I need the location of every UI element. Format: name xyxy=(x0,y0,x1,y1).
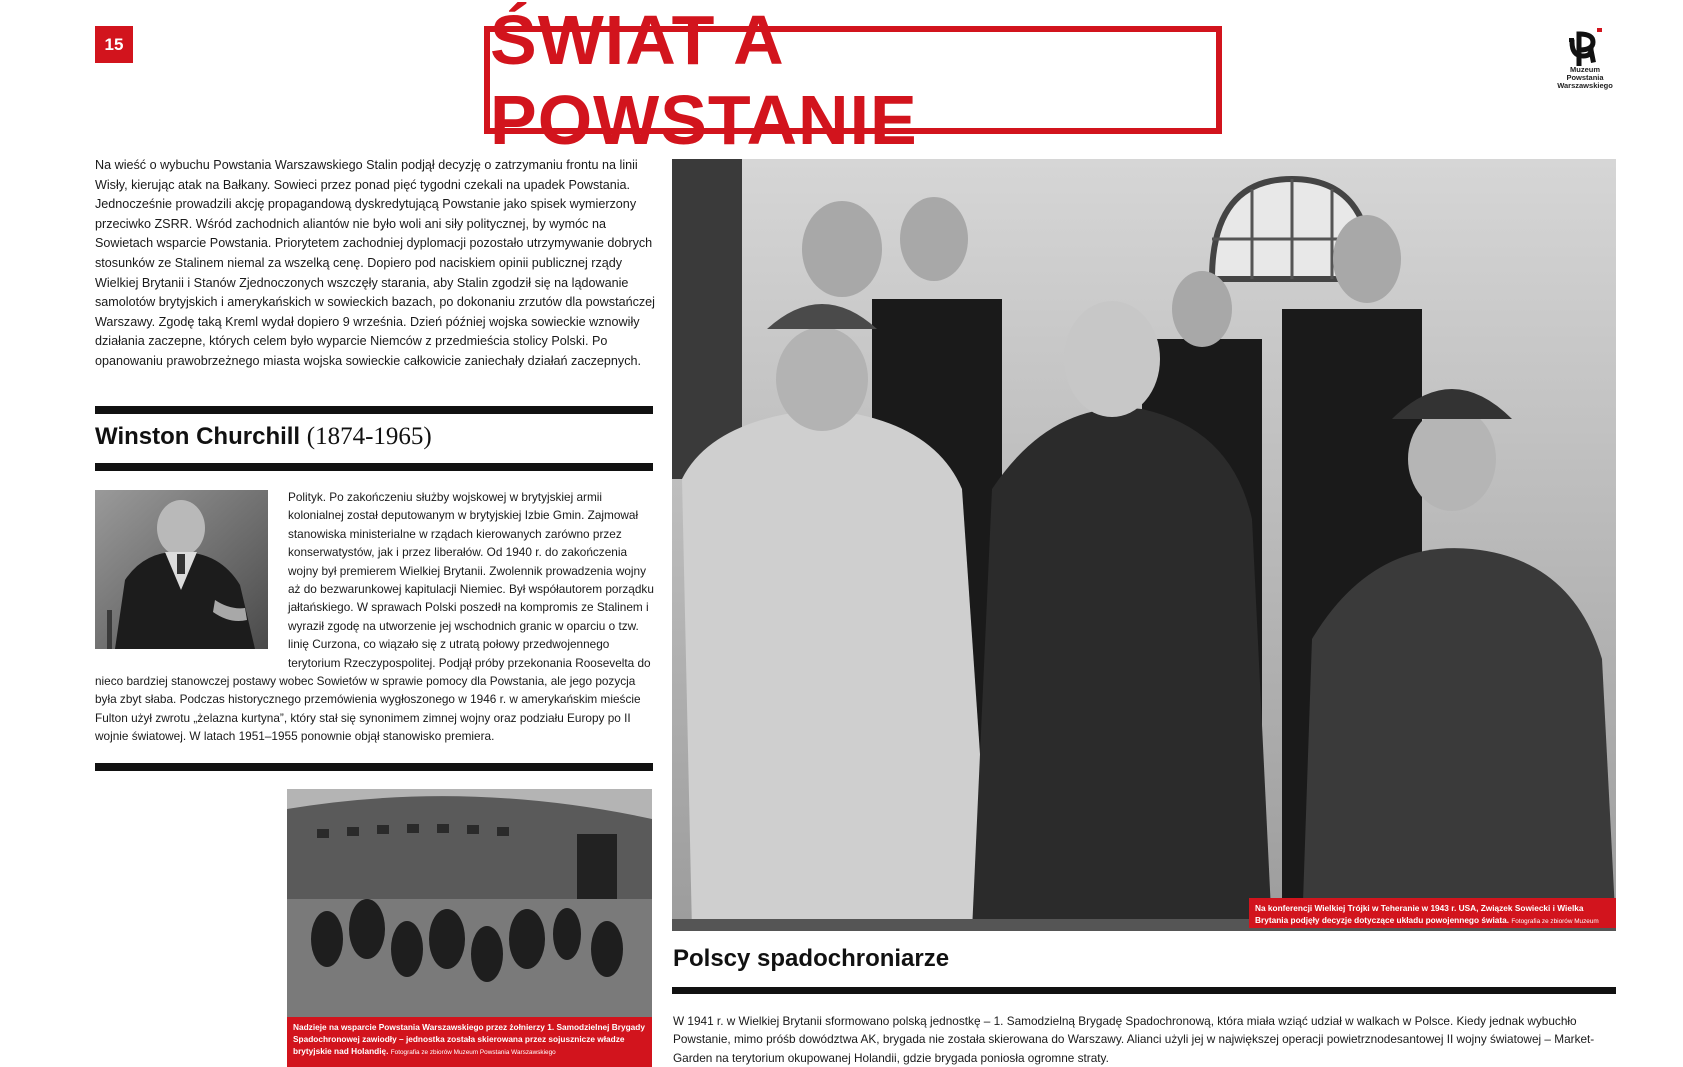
paratroopers-heading: Polscy spadochroniarze xyxy=(673,945,950,972)
paratroopers-rule xyxy=(672,987,1616,994)
page-title: ŚWIAT A POWSTANIE xyxy=(490,1,918,159)
churchill-years: (1874-1965) xyxy=(306,423,432,450)
logo-text xyxy=(1548,66,1622,90)
paratroopers-paragraph: W 1941 r. w Wielkiej Brytanii sformowano polską jednostkę – 1. Samodzielną Brygadę Spadochronową, która miała wziąć udział w walkach w Polsce. Kiedy jednak wybuchło Powstanie, mimo próśb dowództwa AK, brygada nie została skierowana do Warszawy. Alianci użyli jej w największej operacji powietrznodesantowej II wojny światowej – Market-Garden na terytorium okupowanej Holandii, gdzie brygada poniosła ogromne straty. xyxy=(673,1014,1595,1065)
section-rule-top xyxy=(95,406,653,414)
paratroopers-caption-source: Fotografia ze zbiorów Muzeum Powstania Warszawskiego xyxy=(390,1049,556,1056)
tehran-caption xyxy=(1249,898,1616,939)
logo-line-3: Warszawskiego xyxy=(1557,81,1613,90)
logo-line-1: Muzeum xyxy=(1570,65,1600,74)
tehran-caption-source: Fotografia ze zbiorów Muzeum Powstania Warszawskiego xyxy=(1255,918,1599,939)
anchor-icon xyxy=(1563,26,1607,66)
paratroopers-caption-text: Nadzieje na wsparcie Powstania Warszawskiego przez żołnierzy 1. Samodzielnej Brygady Spadochronowej zawiodły – jednostka została skierowana przez sojusznicze władze brytyjskie nad Holandię. xyxy=(293,1022,645,1056)
tehran-caption-text: Na konferencji Wielkiej Trójki w Teheranie w 1943 r. USA, Związek Sowiecki i Wielka Brytania podjęły decyzje dotyczące układu powojennego świata. xyxy=(1255,903,1584,925)
churchill-heading xyxy=(95,423,432,451)
churchill-bio xyxy=(95,488,655,746)
churchill-name: Winston Churchill xyxy=(95,423,301,450)
title-box xyxy=(484,1,1222,159)
churchill-bio-text: Polityk. Po zakończeniu służby wojskowej w brytyjskiej armii kolonialnej został deputowanym w brytyjskiej Izbie Gmin. Zajmował stanowiska ministerialne w rządach kierowanych zarówno przez konserwatystów, jak i przez liberałów. Od 1940 r. do zakończenia wojny był premierem Wielkiej Brytanii. Zwolennik prowadzenia wojny aż do bezwarunkowej kapitulacji Niemiec. Był współautorem porządku jałtańskiego. W sprawach Polski poszedł na kompromis ze Stalinem i wyraził zgodę na utworzenie jej wschodnich granic w oparciu o tzw. linię Curzona, co wiązało się z utratą połowy przedwojennego terytorium Rzeczypospolitej. Podjął próby przekonania Roosevelta do nieco bardziej stanowczej postawy wobec Sowietów w sprawie pomocy dla Powstania, ale jego pozycja była zbyt słaba. Podczas historycznego przemówienia wygłoszonego w 1946 r. w amerykańskim mieście Fulton użył zwrotu „żelazna kurtyna”, który stał się synonimem zimnej wojny oraz podziału Europy po II wojnie światowej. W latach 1951–1955 ponownie objął stanowisko premiera. xyxy=(95,490,654,744)
paratroopers-photo xyxy=(287,789,652,1017)
section-rule-bottom xyxy=(95,763,653,771)
museum-logo xyxy=(1548,26,1622,96)
bio-photo-spacer xyxy=(95,488,288,661)
logo-line-2: Powstania xyxy=(1566,73,1604,82)
tehran-conference-photo xyxy=(672,159,1616,931)
paratroopers-caption xyxy=(287,1017,652,1067)
section-rule-middle xyxy=(95,463,653,471)
page-number: 15 xyxy=(95,26,133,63)
intro-paragraph: Na wieść o wybuchu Powstania Warszawskiego Stalin podjął decyzję o zatrzymaniu frontu na linii Wisły, kierując atak na Bałkany. Sowieci przez ponad pięć tygodni czekali na upadek Powstania. Jednocześnie prowadzili akcję propagandową dyskredytującą Powstanie jako spisek wymierzony przeciwko ZSRR. Wśród zachodnich aliantów nie było woli ani siły politycznej, by wymóc na Sowietach wsparcie Powstania. Priorytetem zachodniej dyplomacji pozostało utrzymywanie dobrych stosunków ze Stalinem niemal za wszelką cenę. Dopiero pod naciskiem opinii publicznej rządy Wielkiej Brytanii i Stanów Zjednoczonych wszczęły starania, aby Stalin zgodził się na lądowanie samolotów brytyjskich i amerykańskich w sowieckich bazach, po dokonaniu zrzutów dla powstańczej Warszawy. Zgodę taką Kreml wydał dopiero 9 września. Dzień później wojska sowieckie wznowiły działania zaczepne, których celem było wyparcie Niemców z przedmieścia stolicy Polski. Po opanowaniu prawobrzeżnego miasta wojska sowieckie całkowicie zaniechały działań zaczepnych. xyxy=(95,158,655,368)
